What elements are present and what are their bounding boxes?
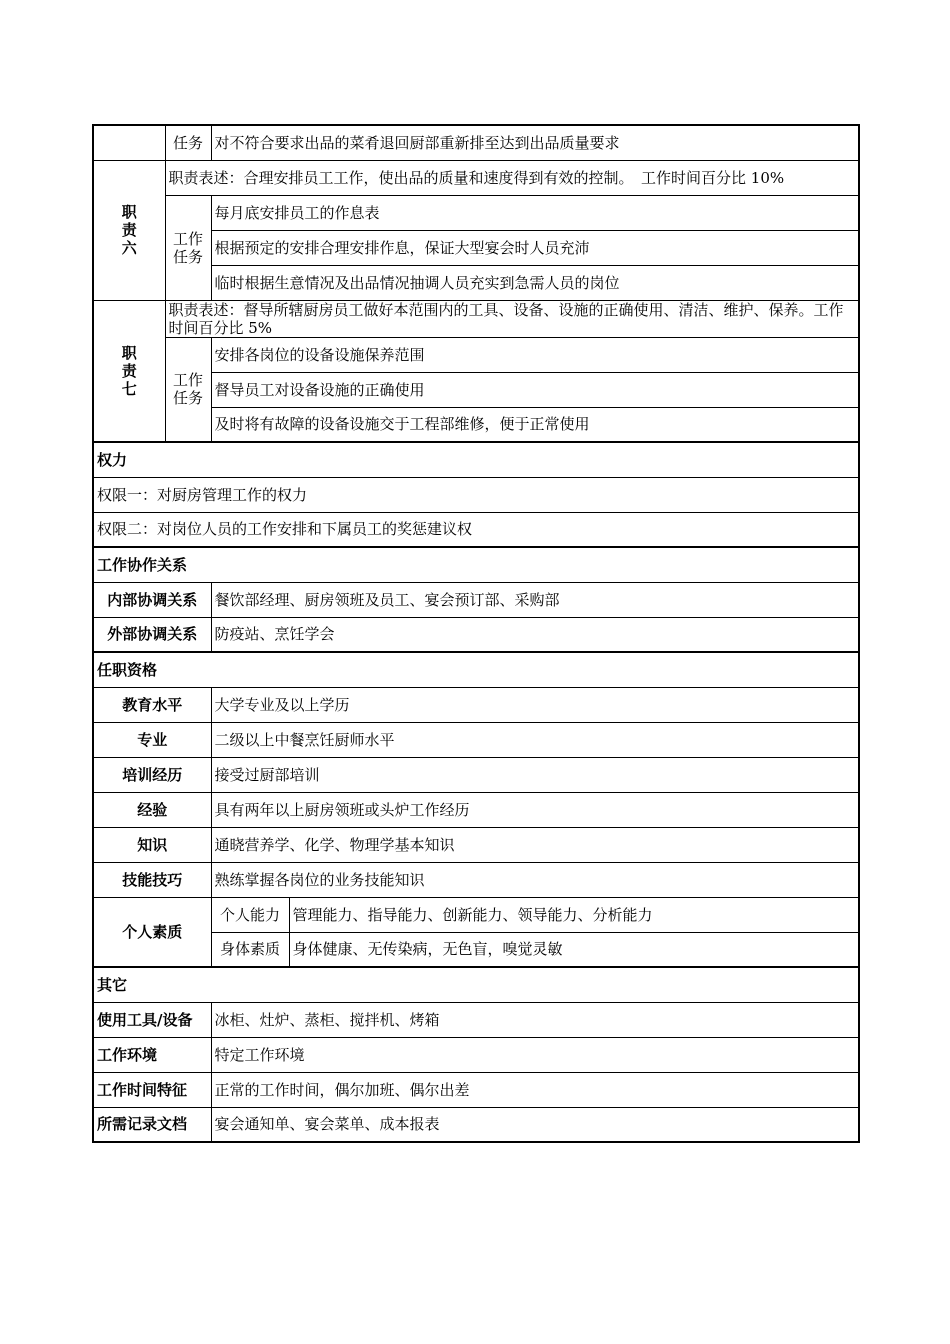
qualification-value: 接受过厨部培训 — [211, 757, 859, 792]
qualification-label: 技能技巧 — [93, 862, 211, 897]
other-value: 特定工作环境 — [211, 1037, 859, 1072]
cooperation-title: 工作协作关系 — [93, 547, 859, 582]
other-label: 所需记录文档 — [93, 1107, 211, 1142]
duty6-task: 根据预定的安排合理安排作息，保证大型宴会时人员充沛 — [211, 230, 859, 265]
qualification-row — [93, 792, 859, 827]
other-label: 工作时间特征 — [93, 1072, 211, 1107]
other-row — [93, 1072, 859, 1107]
cooperation-label: 外部协调关系 — [93, 617, 211, 652]
other-row — [93, 1037, 859, 1072]
duty-prev-task-label: 任务 — [165, 125, 211, 160]
other-value: 宴会通知单、宴会菜单、成本报表 — [211, 1107, 859, 1142]
other-header-row — [93, 967, 859, 1002]
duty6-task-row — [93, 195, 859, 230]
qualification-row — [93, 687, 859, 722]
other-label: 使用工具/设备 — [93, 1002, 211, 1037]
cooperation-row — [93, 582, 859, 617]
qualification-label: 知识 — [93, 827, 211, 862]
qualification-value: 熟练掌握各岗位的业务技能知识 — [211, 862, 859, 897]
duty6-task-label: 工作 任务 — [165, 195, 211, 300]
duty7-task: 及时将有故障的设备设施交于工程部维修，便于正常使用 — [211, 407, 859, 442]
other-row — [93, 1002, 859, 1037]
authority-header-row — [93, 442, 859, 477]
authority-item: 权限二：对岗位人员的工作安排和下属员工的奖惩建议权 — [93, 512, 859, 547]
qualification-value: 通晓营养学、化学、物理学基本知识 — [211, 827, 859, 862]
authority-item: 权限一：对厨房管理工作的权力 — [93, 477, 859, 512]
duty6-task: 临时根据生意情况及出品情况抽调人员充实到急需人员的岗位 — [211, 265, 859, 300]
qualification-label: 教育水平 — [93, 687, 211, 722]
authority-row — [93, 512, 859, 547]
duty7-task: 安排各岗位的设备设施保养范围 — [211, 337, 859, 372]
qualification-row — [93, 862, 859, 897]
duty6-description: 职责表述：合理安排员工工作，使出品的质量和速度得到有效的控制。 工作时间百分比 10% — [165, 160, 859, 195]
duty7-description-row — [93, 300, 859, 337]
duty6-description-row — [93, 160, 859, 195]
personal-sub-label: 个人能力 — [211, 897, 289, 932]
duty-prev-task: 对不符合要求出品的菜肴退回厨部重新排至达到出品质量要求 — [211, 125, 859, 160]
duty7-description: 职责表述：督导所辖厨房员工做好本范围内的工具、设备、设施的正确使用、清洁、维护、保养。工作时间百分比 5% — [165, 300, 859, 337]
duty7-label: 职 责 七 — [93, 300, 165, 442]
cooperation-label: 内部协调关系 — [93, 582, 211, 617]
personal-sub-value: 身体健康、无传染病，无色盲，嗅觉灵敏 — [289, 932, 859, 967]
job-description-table — [92, 124, 860, 1143]
personal-sub-value: 管理能力、指导能力、创新能力、领导能力、分析能力 — [289, 897, 859, 932]
duty6-task: 每月底安排员工的作息表 — [211, 195, 859, 230]
authority-row — [93, 477, 859, 512]
other-row — [93, 1107, 859, 1142]
qualification-label: 专业 — [93, 722, 211, 757]
duty6-label: 职 责 六 — [93, 160, 165, 300]
duty-prev-label-cell — [93, 125, 165, 160]
other-label: 工作环境 — [93, 1037, 211, 1072]
other-value: 冰柜、灶炉、蒸柜、搅拌机、烤箱 — [211, 1002, 859, 1037]
duty7-task-row — [93, 337, 859, 372]
cooperation-value: 餐饮部经理、厨房领班及员工、宴会预订部、采购部 — [211, 582, 859, 617]
qualification-row — [93, 827, 859, 862]
qualification-value: 具有两年以上厨房领班或头炉工作经历 — [211, 792, 859, 827]
duty7-task: 督导员工对设备设施的正确使用 — [211, 372, 859, 407]
other-value: 正常的工作时间，偶尔加班、偶尔出差 — [211, 1072, 859, 1107]
qualification-row — [93, 722, 859, 757]
qualification-title: 任职资格 — [93, 652, 859, 687]
cooperation-value: 防疫站、烹饪学会 — [211, 617, 859, 652]
qualification-row — [93, 757, 859, 792]
qualification-value: 大学专业及以上学历 — [211, 687, 859, 722]
personal-sub-label: 身体素质 — [211, 932, 289, 967]
cooperation-header-row — [93, 547, 859, 582]
authority-title: 权力 — [93, 442, 859, 477]
other-title: 其它 — [93, 967, 859, 1002]
duty7-task-label: 工作 任务 — [165, 337, 211, 442]
qualification-header-row — [93, 652, 859, 687]
personal-quality-label: 个人素质 — [93, 897, 211, 967]
duty-prev-row — [93, 125, 859, 160]
qualification-value: 二级以上中餐烹饪厨师水平 — [211, 722, 859, 757]
qualification-label: 培训经历 — [93, 757, 211, 792]
personal-quality-row — [93, 897, 859, 932]
cooperation-row — [93, 617, 859, 652]
qualification-label: 经验 — [93, 792, 211, 827]
